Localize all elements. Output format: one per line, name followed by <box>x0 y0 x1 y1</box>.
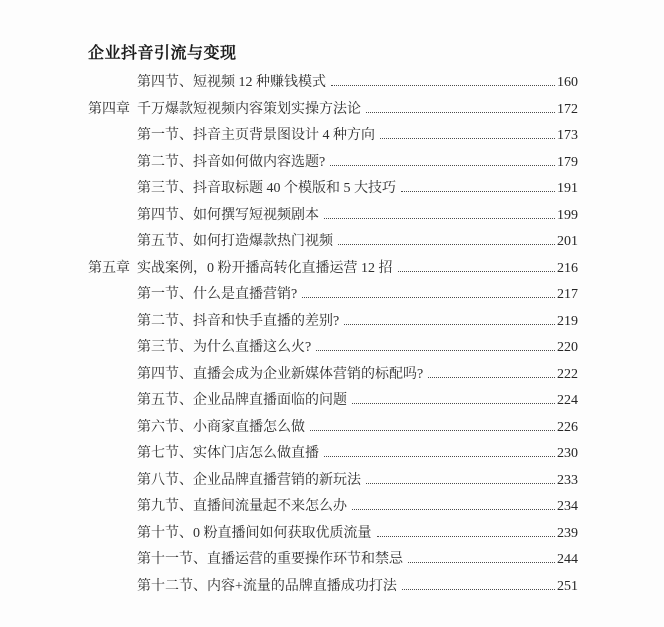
toc-entry[interactable] <box>88 70 578 97</box>
toc-page-number: 244 <box>557 552 578 567</box>
toc-page-number: 233 <box>557 472 578 488</box>
dot-leader <box>377 536 556 537</box>
toc-entry-label: 第七节、实体门店怎么做直播 <box>137 446 319 461</box>
dot-leader <box>408 562 555 563</box>
toc-entry-label: 第三节、为什么直播这么火? <box>137 340 312 355</box>
dot-leader <box>428 377 555 378</box>
toc-entry[interactable] <box>88 97 578 124</box>
dot-leader <box>344 324 555 325</box>
dot-leader <box>380 138 555 139</box>
toc-entry-label: 第四节、如何撰写短视频剧本 <box>137 207 319 223</box>
toc-entry[interactable] <box>88 521 578 548</box>
toc-entry[interactable] <box>88 256 578 283</box>
toc-page-number: 219 <box>557 313 578 329</box>
toc-chapter-number: 第四章 <box>88 101 130 117</box>
toc-page-number: 239 <box>557 525 578 541</box>
toc-page-number: 251 <box>557 578 578 594</box>
toc-entry-label: 千万爆款短视频内容策划实操方法论 <box>137 101 361 117</box>
toc-entry[interactable] <box>88 494 578 521</box>
toc-entry[interactable] <box>88 574 578 601</box>
dot-leader <box>330 165 555 166</box>
toc-page-number: 160 <box>557 75 578 90</box>
toc-entry-label: 第四节、短视频 12 种赚钱模式 <box>137 75 326 90</box>
toc-entry[interactable] <box>88 282 578 309</box>
toc-chapter-number: 第五章 <box>88 260 130 276</box>
toc-page-number: 220 <box>557 340 578 355</box>
toc-page-number: 172 <box>557 101 578 117</box>
dot-leader <box>302 297 555 298</box>
toc-entry-label: 第五节、如何打造爆款热门视频 <box>137 234 333 249</box>
dot-leader <box>316 350 555 351</box>
dot-leader <box>398 271 556 272</box>
toc-page-number: 217 <box>557 287 578 302</box>
toc-entry-label: 第四节、直播会成为企业新媒体营销的标配吗? <box>137 366 424 382</box>
dot-leader <box>352 509 555 510</box>
dot-leader <box>324 218 555 219</box>
toc-entry-label: 实战案例，0 粉开播高转化直播运营 12 招 <box>137 260 393 276</box>
toc-entry-label: 第五节、企业品牌直播面临的问题 <box>137 393 347 408</box>
toc-entry-label: 第一节、什么是直播营销? <box>137 287 298 302</box>
toc-entry-label: 第十二节、内容+流量的品牌直播成功打法 <box>137 578 397 594</box>
toc-entry-label: 第二节、抖音和快手直播的差别? <box>137 313 340 329</box>
toc-entry-label: 第十节、0 粉直播间如何获取优质流量 <box>137 525 372 541</box>
dot-leader <box>338 244 555 245</box>
dot-leader <box>310 430 555 431</box>
page-title: 企业抖音引流与变现 <box>88 43 237 62</box>
dot-leader <box>366 483 555 484</box>
toc-entry[interactable] <box>88 229 578 256</box>
toc-page-number: 191 <box>557 181 578 196</box>
toc-page-number: 179 <box>557 154 578 170</box>
toc-entry[interactable] <box>88 309 578 336</box>
toc-entry[interactable] <box>88 203 578 230</box>
toc-entry[interactable] <box>88 388 578 415</box>
toc-entry[interactable] <box>88 415 578 442</box>
dot-leader <box>402 589 555 590</box>
toc-entry-label: 第一节、抖音主页背景图设计 4 种方向 <box>137 128 375 143</box>
toc-entry[interactable] <box>88 362 578 389</box>
dot-leader <box>331 85 555 86</box>
toc-entry[interactable] <box>88 176 578 203</box>
toc-page-number: 230 <box>557 446 578 461</box>
dot-leader <box>352 403 555 404</box>
toc-entry-label: 第二节、抖音如何做内容选题? <box>137 154 326 170</box>
toc-entry[interactable] <box>88 123 578 150</box>
toc-page-number: 226 <box>557 419 578 435</box>
toc-page-number: 224 <box>557 393 578 408</box>
table-of-contents <box>88 70 578 600</box>
dot-leader <box>401 191 555 192</box>
toc-entry-label: 第十一节、直播运营的重要操作环节和禁忌 <box>137 552 403 567</box>
dot-leader <box>366 112 555 113</box>
toc-entry[interactable] <box>88 441 578 468</box>
toc-page-number: 199 <box>557 207 578 223</box>
toc-entry[interactable] <box>88 468 578 495</box>
toc-page-number: 216 <box>557 260 578 276</box>
toc-page-number: 222 <box>557 366 578 382</box>
toc-page-number: 234 <box>557 499 578 514</box>
toc-entry-label: 第三节、抖音取标题 40 个模版和 5 大技巧 <box>137 181 396 196</box>
toc-page-number: 201 <box>557 234 578 249</box>
toc-entry[interactable] <box>88 547 578 574</box>
toc-entry-label: 第八节、企业品牌直播营销的新玩法 <box>137 472 361 488</box>
toc-page-number: 173 <box>557 128 578 143</box>
toc-entry[interactable] <box>88 335 578 362</box>
toc-entry-label: 第六节、小商家直播怎么做 <box>137 419 305 435</box>
toc-entry-label: 第九节、直播间流量起不来怎么办 <box>137 499 347 514</box>
toc-entry[interactable] <box>88 150 578 177</box>
dot-leader <box>324 456 555 457</box>
